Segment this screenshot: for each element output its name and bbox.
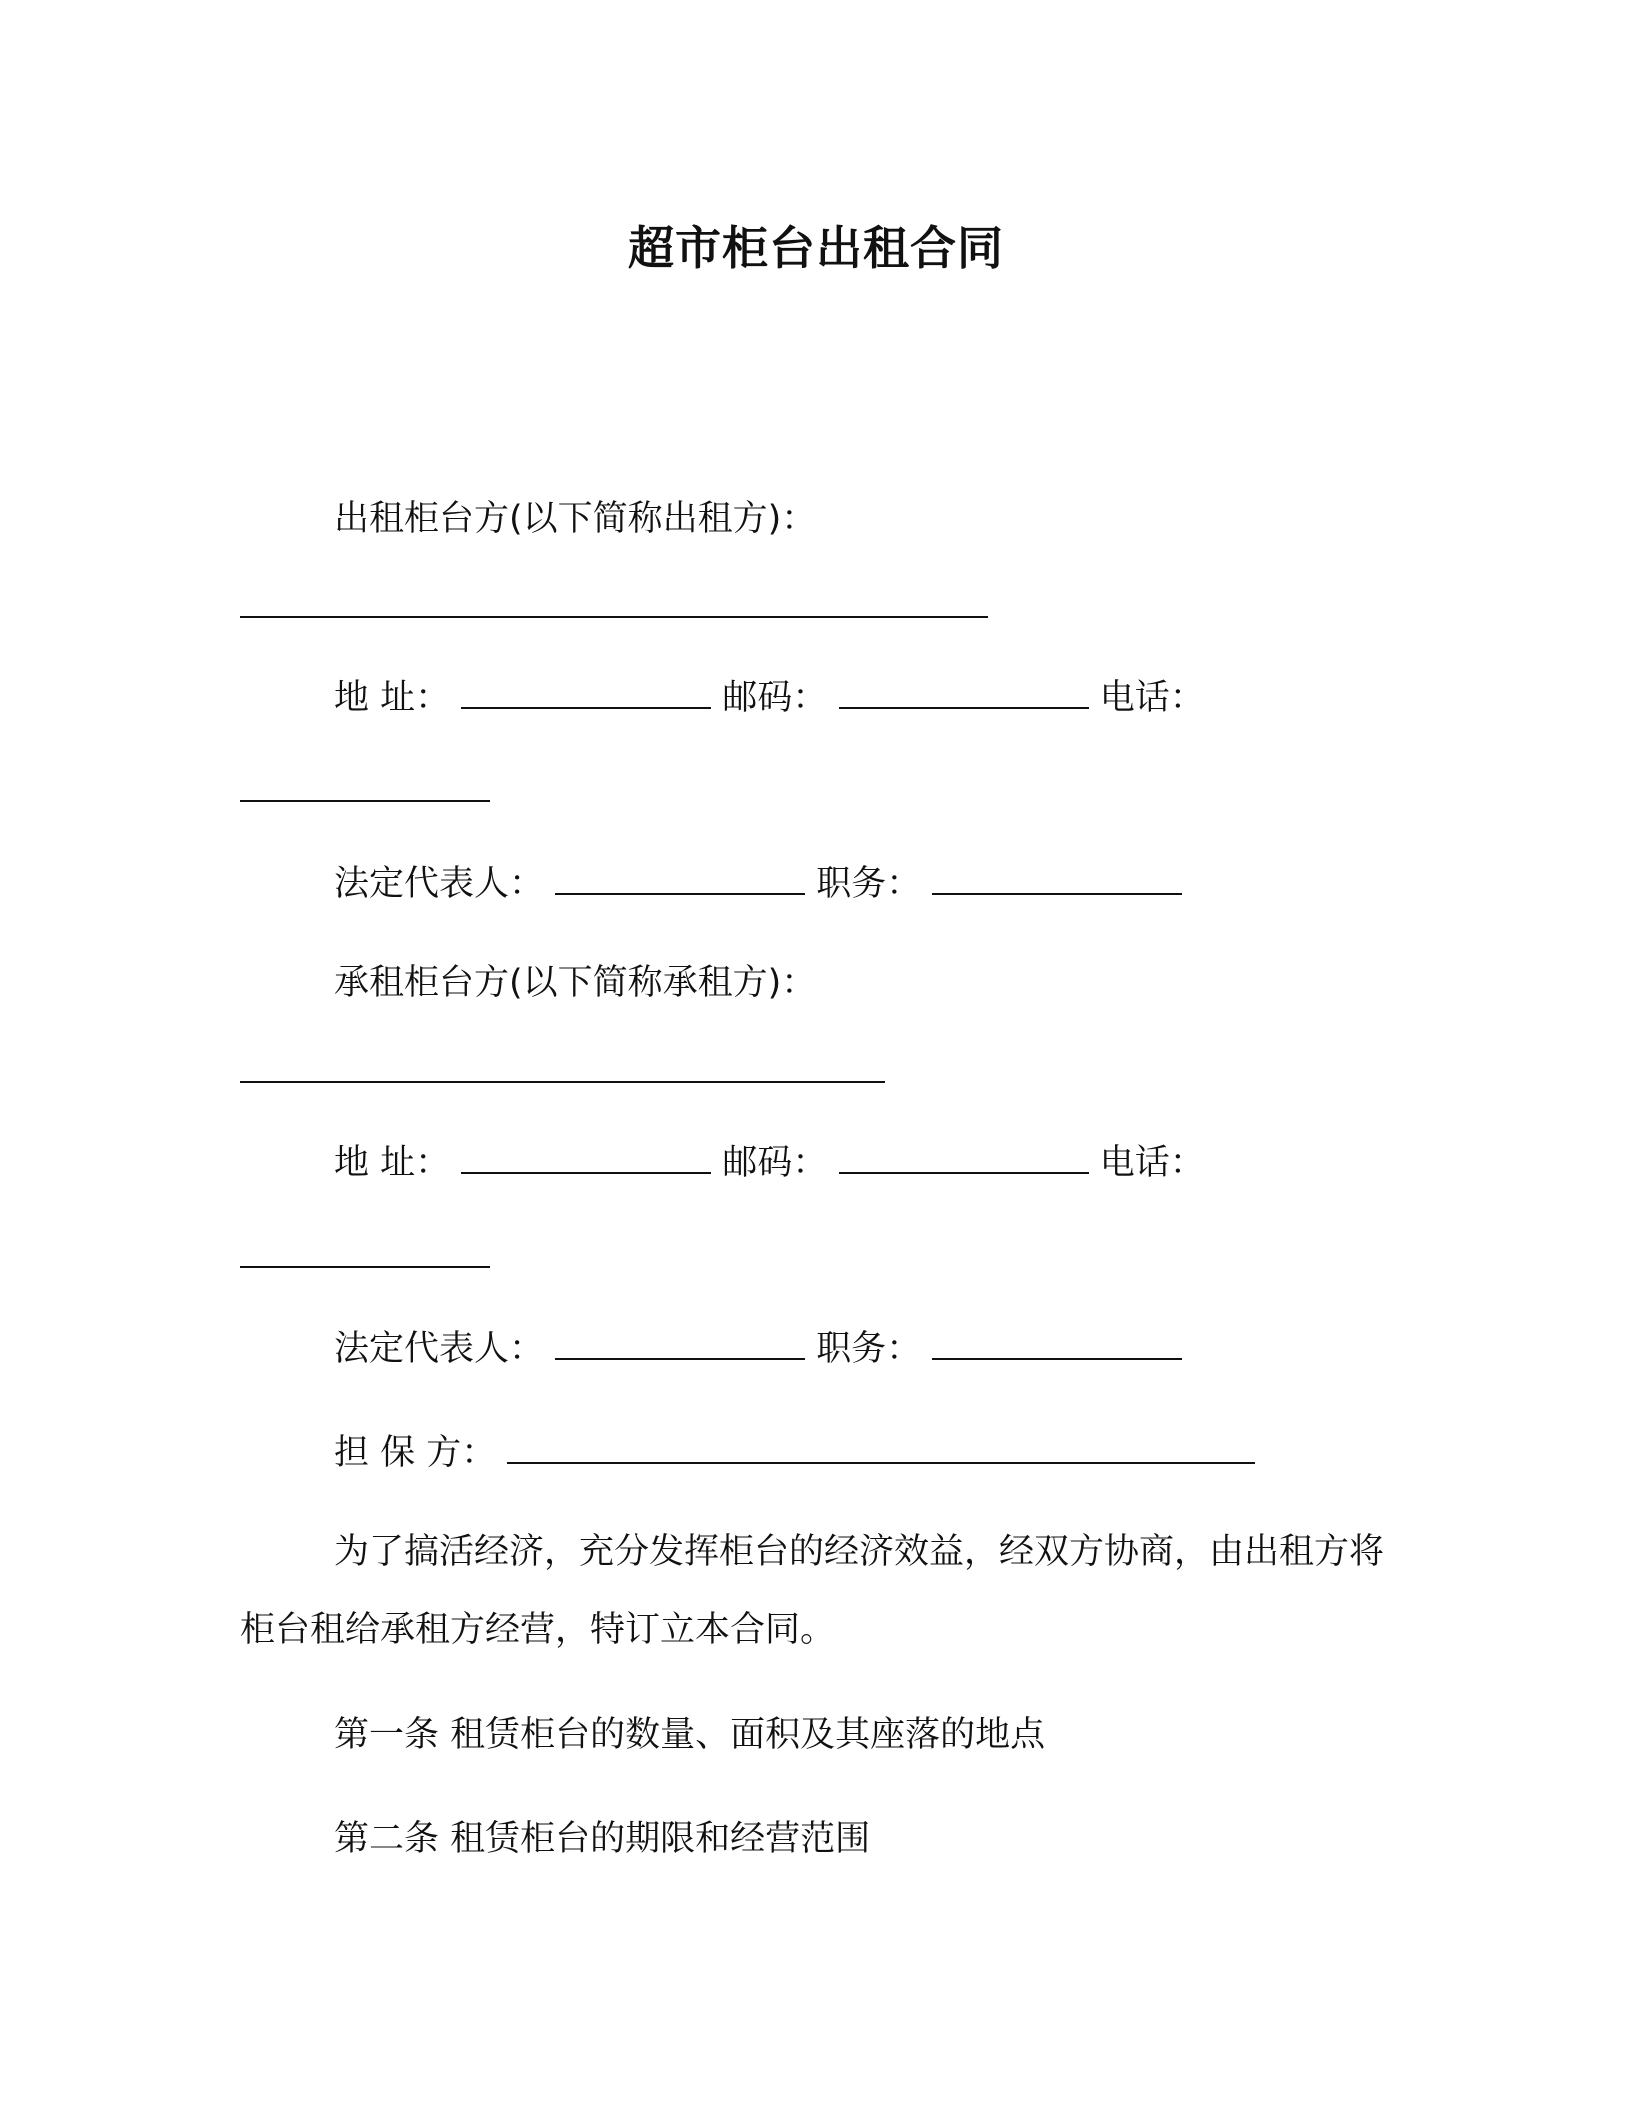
article-2-heading: 第二条 租赁柜台的期限和经营范围	[334, 1819, 871, 1859]
lessee-rep-blank	[555, 1328, 805, 1360]
document-title: 超市柜台出租合同	[628, 221, 1004, 275]
guarantor-blank	[507, 1432, 1255, 1464]
lessor-position-blank	[932, 863, 1182, 895]
lessor-address-blank	[461, 677, 711, 709]
lessor-heading: 出租柜台方(以下简称出租方)：	[334, 499, 817, 539]
lessee-contact-line	[334, 1138, 1205, 1188]
guarantor-label: 担 保 方：	[334, 1433, 497, 1473]
intro-paragraph: 为了搞活经济，充分发挥柜台的经济效益，经双方协商，由出租方将柜台租给承租方经营，特订立本合同。	[240, 1532, 1385, 1650]
article-1-heading: 第一条 租赁柜台的数量、面积及其座落的地点	[334, 1715, 1046, 1755]
lessor-postcode-blank	[839, 677, 1089, 709]
lessee-name-blank	[240, 1079, 885, 1083]
lessee-phone-blank	[240, 1264, 490, 1268]
lessor-phone-blank	[240, 798, 490, 802]
lessee-postcode-label: 邮码：	[722, 1143, 828, 1183]
lessor-phone-label: 电话：	[1099, 678, 1205, 718]
lessor-address-label: 地 址：	[334, 678, 451, 718]
lessor-rep-blank	[555, 863, 805, 895]
guarantor-line	[334, 1428, 1255, 1478]
lessee-position-blank	[932, 1328, 1182, 1360]
lessor-name-blank	[240, 614, 988, 618]
lessor-contact-line	[334, 673, 1205, 723]
lessee-postcode-blank	[839, 1142, 1089, 1174]
lessee-rep-line	[334, 1324, 1182, 1374]
lessor-postcode-label: 邮码：	[722, 678, 828, 718]
lessee-phone-label: 电话：	[1099, 1143, 1205, 1183]
lessee-heading: 承租柜台方(以下简称承租方)：	[334, 963, 817, 1003]
lessor-rep-label: 法定代表人：	[334, 864, 545, 904]
lessor-rep-line	[334, 859, 1182, 909]
lessee-position-label: 职务：	[816, 1329, 922, 1369]
lessee-address-blank	[461, 1142, 711, 1174]
lessor-position-label: 职务：	[816, 864, 922, 904]
lessee-rep-label: 法定代表人：	[334, 1329, 545, 1369]
lessee-address-label: 地 址：	[334, 1143, 451, 1183]
